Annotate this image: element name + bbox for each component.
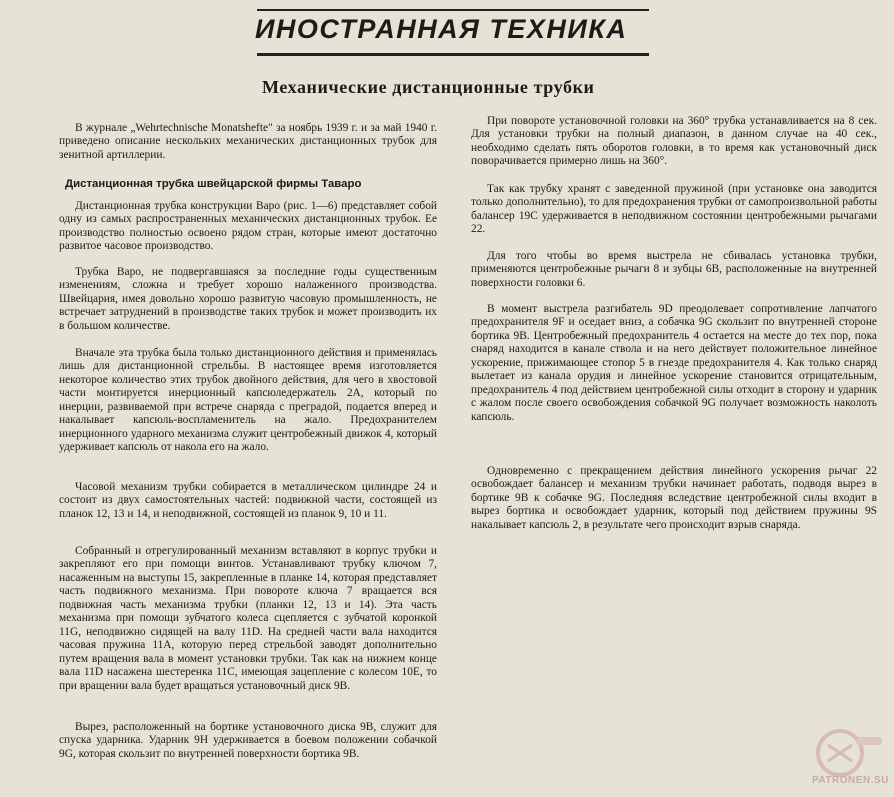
- body-paragraph: Так как трубку хранят с заведенной пружиной (при установке она заводится только дополнительно), то для предохранения трубки от самопроизвольной работы балансер 19C удерживается в неподвижном состоянии центробежными рычагами 22.: [471, 183, 877, 236]
- article-title: Механические дистанционные трубки: [262, 77, 595, 97]
- body-paragraph: При повороте установочной головки на 360° трубка устанавливается на 8 сек. Для установки трубки на полный диапазон, в данном случае на 40 сек., необходимо сделать пять оборотов головки, в то время как установочный диск поворачивается примерно лишь на 360°.: [471, 115, 877, 168]
- body-paragraph: Трубка Варо, не подвергавшаяся за последние годы существенным изменениям, сложна и требует хорошо налаженного производства. Швейцария, имея довольно хорошо развитую часовую промышленность, не встречает затруднений в производстве таких трубок и может производить их в большом количестве.: [59, 266, 437, 332]
- subheading: Дистанционная трубка швейцарской фирмы Таваро: [65, 178, 362, 190]
- header-rule-bottom: [257, 53, 649, 56]
- body-paragraph: Вырез, расположенный на бортике установочного диска 9B, служит для спуска ударника. Ударник 9H удерживается в боевом положении собачкой 9G, которая скользит по внутренней поверхности бортика 9B.: [59, 721, 437, 760]
- body-paragraph: Часовой механизм трубки собирается в металлическом цилиндре 24 и состоит из двух самостоятельных частей: подвижной части, состоящей из планок 12, 13 и 14, и неподвижной, состоящей из планок 9, 10 и 11.: [59, 481, 437, 520]
- body-paragraph: Одновременно с прекращением действия линейного ускорения рычаг 22 освобождает балансер и механизм трубки начинает работать, подводя вырез в бортике 9B к собачке 9G. Последняя вследствие центробежной силы входит в вырез бортика и освобождает ударник, который под действием пружины 9S накалывает капсюль 2, в результате чего происходит взрыв снаряда.: [471, 465, 877, 531]
- body-paragraph: Дистанционная трубка конструкции Варо (рис. 1—6) представляет собой одну из самых распространенных механических дистанционных трубок. Ее производство полностью освоено рядом стран, которые имеют достаточно развитое часовое производство.: [59, 200, 437, 253]
- body-paragraph: Для того чтобы во время выстрела не сбивалась установка трубки, применяются центробежные рычаги 8 и зубцы 6B, расположенные на внутренней поверхности головки 6.: [471, 250, 877, 289]
- header-rule-top: [257, 9, 649, 11]
- body-paragraph: В момент выстрела разгибатель 9D преодолевает сопротивление лапчатого предохранителя 9F и оседает вниз, а собачка 9G скользит по внутренней стороне бортика 9B. Центробежный предохранитель 4 остается на месте до тех пор, пока снаряд находится в канале ствола и на него действует положительное линейное ускорение, прижимающее стопор 5 в гнезде предохранителя 4. Как только снаряд вылетает из канала орудия и линейное ускорение становится отрицательным, предохранитель 4 под действием центробежной силы отходит в сторону и ударник с жалом после своего освобождения собачкой 9G получает возможность наколоть капсюль.: [471, 303, 877, 423]
- watermark-text: PATRONEN.SU: [812, 775, 889, 786]
- section-title: ИНОСТРАННАЯ ТЕХНИКА: [255, 14, 628, 44]
- intro-paragraph: В журнале „Wehrtechnische Monatshefte" за ноябрь 1939 г. и за май 1940 г. приведено описание нескольких механических дистанционных трубок для зенитной артиллерии.: [59, 122, 437, 161]
- body-paragraph: Вначале эта трубка была только дистанционного действия и применялась лишь для дистанционной стрельбы. В настоящее время изготовляется некоторое количество этих трубок двойного действия, для чего в хвостовой части монтируется инерционный капсюледержатель 2A, который по инерции, развиваемой при встрече снаряда с преградой, подается вперед и накалывает капсюль-воспламенитель на жало. Предохранителем инерционного ударного механизма служит центробежный движок 4, который удерживает капсюль от накола его на жало.: [59, 347, 437, 454]
- body-paragraph: Собранный и отрегулированный механизм вставляют в корпус трубки и закрепляют его при помощи винтов. Устанавливают трубку ключом 7, насаженным на выступы 15, закрепленные в планке 14, которая представляет часть подвижного механизма. При повороте ключа 7 вращается вся подвижная часть механизма трубки (планки 12, 13 и 14). Эта часть механизма при помощи зубчатого колеса сцепляется с зубчатой коронкой 11G, неподвижно сидящей на валу 11D. На средней части вала находится часовая пружина 11A, которую перед стрельбой заводят дополнительно путем вращения вала в момент установки трубки. Так как на нижнем конце вала 11D насажена шестеренка 11C, имеющая зацепление с колесом 10E, то при вращении вала будет вращаться установочный диск 9B.: [59, 545, 437, 692]
